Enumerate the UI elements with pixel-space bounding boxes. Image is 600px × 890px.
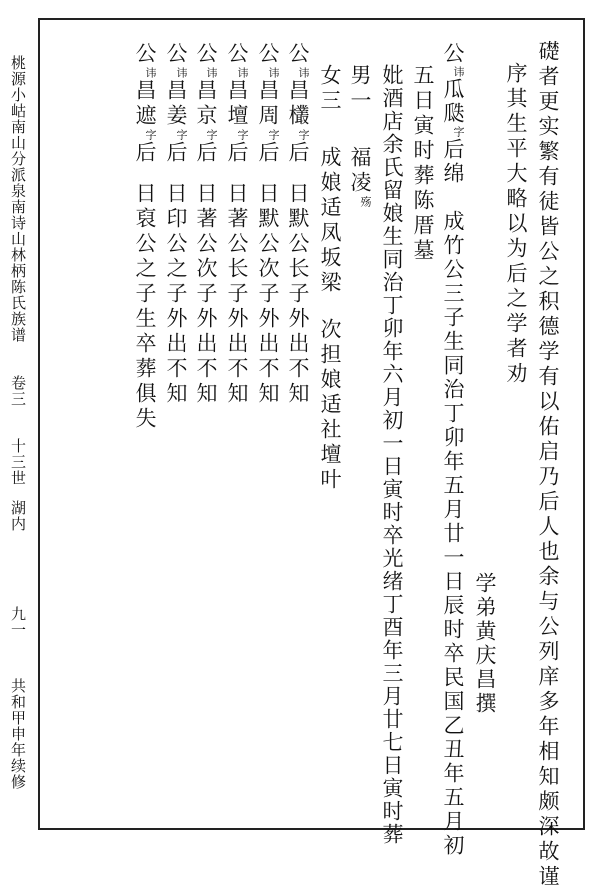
descendant-gong: 公 (133, 42, 157, 67)
son-1-name: 福凌 (348, 146, 372, 196)
daughters-label: 女三 (318, 64, 342, 114)
descendant-zi: 字 (236, 129, 249, 141)
descendant-name: 昌京 (194, 79, 218, 129)
descendant-zi: 字 (175, 129, 188, 141)
descendant-name: 昌遮 (133, 79, 157, 129)
genealogy-title: 桃源小岵南山分派泉南诗山林柄陈氏族谱 (9, 55, 27, 343)
descendant-zi: 字 (267, 129, 280, 141)
branch-label: 湖内 (9, 500, 27, 532)
volume-label: 卷三 (9, 375, 27, 407)
entry-main-line (442, 42, 464, 858)
descendant-gong: 公 (225, 42, 249, 67)
descendant-text: 日著公次子外出不知 (194, 182, 218, 407)
descendant-gong: 公 (286, 42, 310, 67)
descendant-name: 昌姜 (164, 79, 188, 129)
generation-label: 十三世 (9, 438, 27, 486)
page-number: 九一 (9, 606, 27, 638)
entry-hou: 后 (441, 138, 465, 162)
descendant-hui: 讳 (175, 67, 188, 79)
descendant-gong: 公 (164, 42, 188, 67)
descendant-gong: 公 (194, 42, 218, 67)
descendant-zi: 字 (297, 129, 310, 141)
descendant-entry (134, 42, 156, 432)
entry-details: 绵 成竹公三子生同治丁卯年五月廿一日辰时卒民国乙丑年五月初 (441, 162, 465, 858)
descendant-name: 昌壇 (225, 79, 249, 129)
descendant-zi: 字 (205, 129, 218, 141)
entry-wife: 妣酒店余氏留娘生同治丁卯年六月初一日寅时卒光绪丁酉年三月廿七日寅时葬 (380, 64, 404, 846)
edition-label: 共和甲申年续修 (9, 678, 27, 790)
descendant-zi: 字 (144, 129, 157, 141)
descendant-name: 昌欉 (286, 79, 310, 129)
descendant-gong: 公 (256, 42, 280, 67)
sons-label: 男一 (348, 64, 372, 114)
preface-line-1: 礎者更实繁有徒皆公之积德学有以佑启乃后人也余与公列庠多年相知颇深故谨 (536, 40, 560, 890)
descendant-entry (165, 42, 187, 407)
entry-gong: 公 (441, 42, 465, 66)
descendant-entry (257, 42, 279, 407)
descendant-text: 日印公之子外出不知 (164, 182, 188, 407)
descendant-text: 日著公长子外出不知 (225, 182, 249, 407)
entry-name: 瓜瓞 (441, 78, 465, 126)
son-1-note: 殇 (359, 196, 372, 208)
descendant-hui: 讳 (144, 67, 157, 79)
preface-signature: 学弟黄庆昌撰 (473, 572, 497, 716)
daughter-2: 次担娘适社壇叶 (318, 318, 342, 493)
descendant-entry (195, 42, 217, 407)
descendant-hou: 后 (133, 141, 157, 166)
descendant-hou: 后 (286, 141, 310, 166)
descendant-entry (287, 42, 309, 407)
descendant-hui: 讳 (205, 67, 218, 79)
page-border (38, 18, 585, 830)
descendant-name: 昌周 (256, 79, 280, 129)
descendant-text: 日裒公之子生卒葬俱失 (133, 182, 157, 432)
descendant-hou: 后 (256, 141, 280, 166)
daughter-1: 成娘适凤坂梁 (318, 146, 342, 296)
descendant-hui: 讳 (297, 67, 310, 79)
descendant-text: 日默公长子外出不知 (286, 182, 310, 407)
entry-burial: 五日寅时葬陈厝墓 (411, 64, 435, 264)
descendant-hou: 后 (225, 141, 249, 166)
son-1 (349, 146, 371, 208)
descendant-entry (226, 42, 248, 407)
descendant-hui: 讳 (267, 67, 280, 79)
descendant-hou: 后 (164, 141, 188, 166)
descendant-text: 日默公次子外出不知 (256, 182, 280, 407)
preface-line-2: 序其生平大略以为后之学者劝 (504, 62, 528, 387)
descendant-hou: 后 (194, 141, 218, 166)
descendant-hui: 讳 (236, 67, 249, 79)
entry-zi: 字 (452, 126, 465, 138)
entry-hui: 讳 (452, 66, 465, 78)
